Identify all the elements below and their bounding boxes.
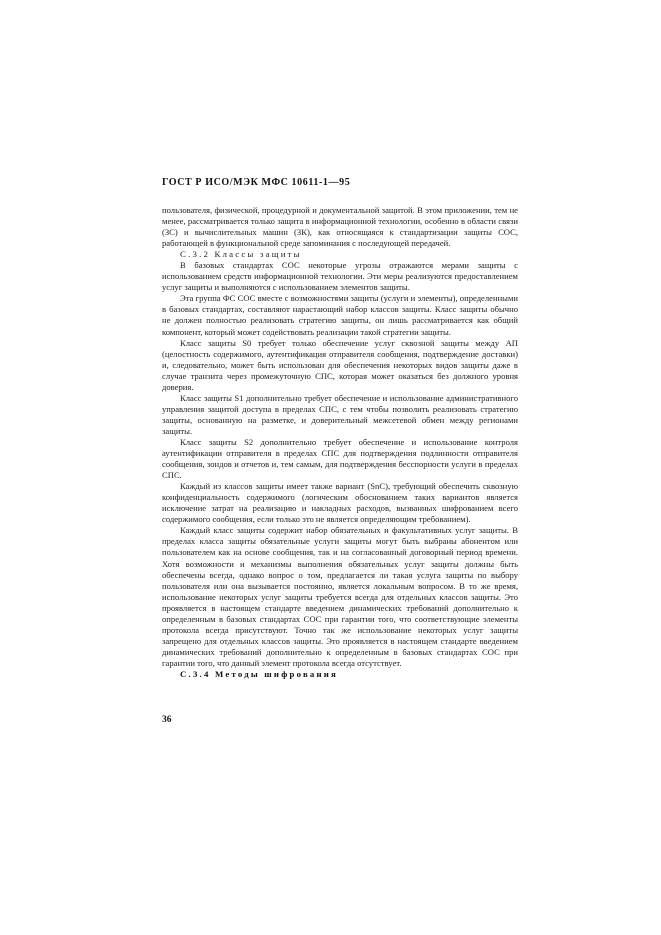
paragraph: В базовых стандартах СОС некоторые угрозы отражаются мерами защиты с использованием средств информационной технологии. Эти меры реализуются предоставлением услуг защиты и выполняются с использованием элементов защиты. xyxy=(162,260,518,293)
paragraph: Каждый класс защиты содержит набор обязательных и факультативных услуг защиты. В пределах класса защиты обязательные услуги защиты могут быть выбраны абонентом или пользователем как на основе сообщения, так и на согласованный договорный период времени. Хотя возможности и механизмы выполнения обязательных услуг защиты должны быть обеспечены всегда, однако вопрос о том, предлагается ли такая услуга защиты по выбору пользователя или она вызывается постоянно, является локальным вопросом. В то же время, использование некоторых услуг защиты требуется всегда для отдельных классов защиты. Это проявляется в настоящем стандарте введением динамических требований дополнительно к определенным в базовых стандартах СОС при гарантии того, что соответствующие элементы протокола всегда присутствуют. Точно так же использование некоторых услуг защиты запрещено для отдельных классов защиты. Это проявляется в настоящем стандарте введением динамических требований дополнительно к определенным в базовых стандартах СОС при гарантии того, что данный элемент протокола всегда отсутствует. xyxy=(162,525,518,668)
paragraph-class-s1: Класс защиты S1 дополнительно требует обеспечение и использование административного управления защитой доступа в пределах СПС, с тем чтобы позволить реализовать стратегию защиты, основанную на разметке, и доверительный межсетевой обмен между регионами защиты. xyxy=(162,392,518,436)
paragraph-variant-snc: Каждый из классов защиты имеет также вариант (SnC), требующий обеспечить сквозную конфиденциальность содержимого (логическим обоснованием таких вариантов является исключение затрат на реализацию и накладных расходов, вызванных шифрованием всего содержимого сообщения, если только это не является определяющим требованием). xyxy=(162,481,518,525)
body-text xyxy=(162,205,518,680)
paragraph-class-s0: Класс защиты S0 требует только обеспечение услуг сквозной защиты между АП (целостность содержимого, аутентификация отправителя сообщения, подтверждение доставки) и, следовательно, может быть использован для обеспечения некоторых видов защиты даже в случае транзита через промежуточную СПС, которая может оказаться без должного уровня доверия. xyxy=(162,337,518,392)
section-heading-c34: С.3.4 Методы шифрования xyxy=(180,668,339,679)
page-number: 36 xyxy=(162,715,172,725)
running-head: ГОСТ Р ИСО/МЭК МФС 10611-1—95 xyxy=(162,177,351,188)
paragraph: Эта группа ФС СОС вместе с возможностями защиты (услуги и элементы), определенными в базовых стандартах, составляют нарастающий набор классов защиты. Класс защиты обычно не должен полностью реализовать стратегию защиты, он лишь рассматривается как общий компонент, который может содействовать реализации такой стратегии защиты. xyxy=(162,293,518,337)
section-heading-c32: С.3.2 Классы защиты xyxy=(180,249,302,260)
paragraph-continuation: пользователя, физической, процедурной и документальной защитой. В этом приложении, тем не менее, рассматривается только защита в информационной технологии, особенно в области связи (ЗС) и вычислительных машин (ЗК), как относящаяся к стандартизации защиты СОС, работающей в функциональной среде запоминания с последующей передачей. xyxy=(162,205,518,249)
paragraph-class-s2: Класс защиты S2 дополнительно требует обеспечение и использование контроля аутентификации отправителя в пределах СПС для подтверждения подлинности отправителя сообщения, зондов и отчетов и, тем самым, для подтверждения бесспорности услуги в пределах СПС. xyxy=(162,436,518,481)
